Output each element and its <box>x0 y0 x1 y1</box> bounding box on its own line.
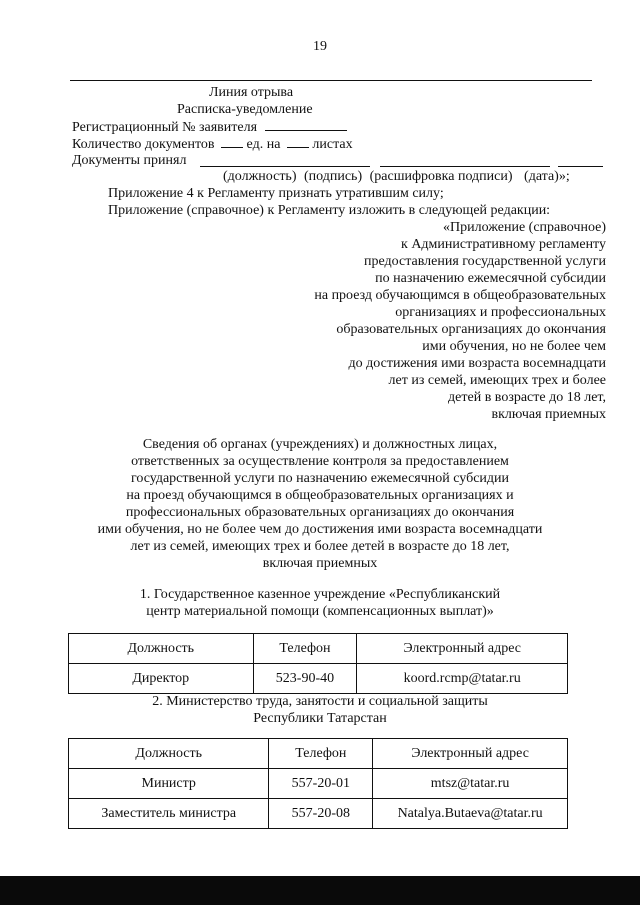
cell-email: Natalya.Butaeva@tatar.ru <box>373 799 568 829</box>
table-row <box>69 799 568 829</box>
caption-position: (должность) <box>223 169 297 184</box>
decoding-line <box>380 166 550 167</box>
caption-date: (дата)»; <box>524 169 570 184</box>
section1-title <box>30 586 610 620</box>
caption-decoding: (расшифровка подписи) <box>369 169 513 184</box>
appendix-header-line: предоставления государственной услуги <box>364 254 606 269</box>
cell-position: Директор <box>69 664 254 694</box>
section2-table <box>68 738 568 829</box>
section2-title-line: 2. Министерство труда, занятости и социальной защиты <box>152 694 488 709</box>
main-title-line: Сведения об органах (учреждениях) и должностных лицах, <box>142 437 498 452</box>
tearoff-line-label: Линия отрыва <box>209 85 294 100</box>
main-title-line: включая приемных <box>262 556 378 571</box>
main-title <box>30 436 610 572</box>
registration-blank <box>265 118 347 131</box>
appendix-header-line: детей в возрасте до 18 лет, <box>448 390 606 405</box>
table-header-row <box>69 739 568 769</box>
count-unit-label: ед. на <box>246 137 281 152</box>
main-title-line: профессиональных образовательных организациях до окончания <box>125 505 515 520</box>
appendix-header <box>230 219 606 423</box>
main-title-line: государственной услуги по назначению ежемесячной субсидии <box>130 471 510 486</box>
header-email: Электронный адрес <box>373 739 568 769</box>
appendix-header-line: ими обучения, но не более чем <box>422 339 606 354</box>
sheets-label: листах <box>312 137 353 152</box>
section1-title-line: 1. Государственное казенное учреждение «Республиканский <box>139 587 501 602</box>
date-line <box>558 166 603 167</box>
section2-title <box>30 693 610 727</box>
cell-phone: 557-20-01 <box>269 769 373 799</box>
appendix-header-line: по назначению ежемесячной субсидии <box>375 271 606 286</box>
appendix-header-line: к Административному регламенту <box>401 237 606 252</box>
table-header-row <box>69 634 568 664</box>
accepted-row <box>72 152 186 169</box>
registration-label: Регистрационный № заявителя <box>72 120 258 135</box>
header-phone: Телефон <box>269 739 373 769</box>
header-email: Электронный адрес <box>357 634 568 664</box>
appendix-header-line: организациях и профессиональных <box>395 305 606 320</box>
count-blank <box>221 135 243 148</box>
caption-signature: (подпись) <box>303 169 363 184</box>
cell-email: mtsz@tatar.ru <box>373 769 568 799</box>
scan-edge-bar <box>0 876 640 905</box>
table-row <box>69 769 568 799</box>
amendment-paragraph-1: Приложение 4 к Регламенту признать утратившим силу; <box>108 186 444 201</box>
position-signature-line <box>200 166 370 167</box>
section1-title-line: центр материальной помощи (компенсационных выплат)» <box>146 604 494 619</box>
cut-line <box>70 80 592 81</box>
appendix-header-line: до достижения ими возраста восемнадцати <box>348 356 606 371</box>
main-title-line: ответственных за осуществление контроля за предоставлением <box>131 454 509 469</box>
main-title-line: лет из семей, имеющих трех и более детей в возрасте до 18 лет, <box>130 539 510 554</box>
cell-phone: 523-90-40 <box>253 664 357 694</box>
document-count-row <box>72 135 353 153</box>
count-label: Количество документов <box>72 137 215 152</box>
page-number: 19 <box>313 39 327 54</box>
accepted-label: Документы принял <box>72 153 187 168</box>
header-position: Должность <box>69 634 254 664</box>
section1-table <box>68 633 568 694</box>
cell-email: koord.rcmp@tatar.ru <box>357 664 568 694</box>
appendix-header-line: «Приложение (справочное) <box>443 220 606 235</box>
appendix-header-line: включая приемных <box>491 407 606 422</box>
signature-captions <box>223 168 570 185</box>
cell-position: Министр <box>69 769 269 799</box>
cell-position: Заместитель министра <box>69 799 269 829</box>
section2-title-line: Республики Татарстан <box>253 711 387 726</box>
sheets-blank <box>287 135 309 148</box>
table-row <box>69 664 568 694</box>
main-title-line: ими обучения, но не более чем до достижения ими возраста восемнадцати <box>97 522 543 537</box>
appendix-header-line: образовательных организациях до окончания <box>336 322 606 337</box>
main-title-line: на проезд обучающимся в общеобразовательных организациях и <box>126 488 514 503</box>
registration-row <box>72 118 347 136</box>
cell-phone: 557-20-08 <box>269 799 373 829</box>
header-position: Должность <box>69 739 269 769</box>
tearoff-title: Расписка-уведомление <box>177 102 313 117</box>
header-phone: Телефон <box>253 634 357 664</box>
amendment-paragraph-2: Приложение (справочное) к Регламенту изложить в следующей редакции: <box>108 203 551 218</box>
appendix-header-line: лет из семей, имеющих трех и более <box>388 373 606 388</box>
appendix-header-line: на проезд обучающимся в общеобразовательных <box>314 288 606 303</box>
